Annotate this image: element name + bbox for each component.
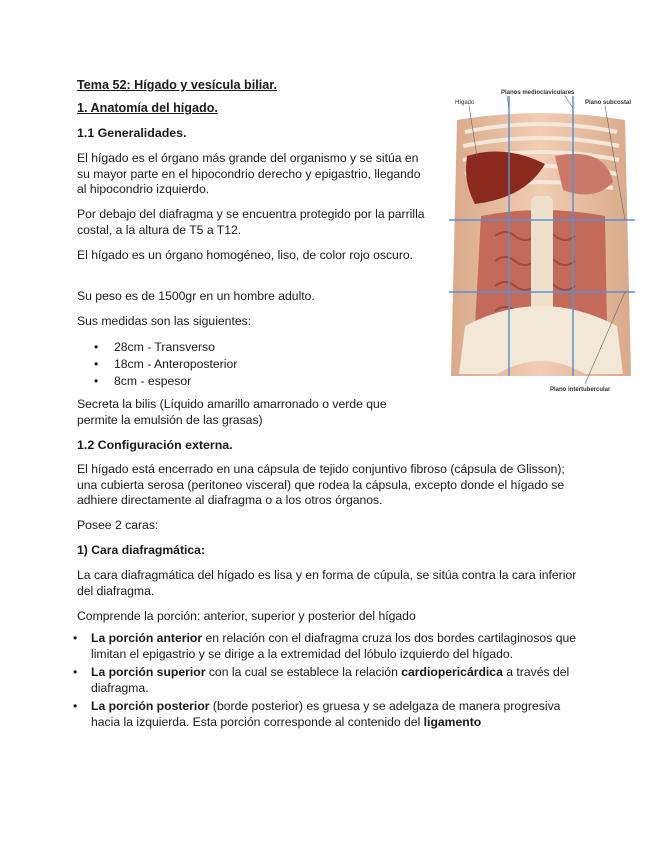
document-title: Tema 52: Hígado y vesícula biliar.	[77, 78, 277, 92]
portion-text-2: a través del diafragma.	[91, 665, 570, 695]
paragraph-faces: Posee 2 caras:	[77, 518, 159, 532]
paragraph-bile: Secreta la bilis (Líquido amarillo amarronado o verde que permite la emulsión de las grasas)	[77, 397, 387, 427]
paragraph-diaphragm: Por debajo del diafragma y se encuentra protegido por la parrilla costal, a la altura de T5 a T12.	[77, 207, 425, 237]
figure-label-midclavicular: Planos medioclaviculares	[501, 90, 575, 96]
paragraph-color: El hígado es un órgano homogéneo, liso, de color rojo oscuro.	[77, 248, 414, 262]
paragraph-location: El hígado es el órgano más grande del organismo y se sitúa en su mayor parte en el hipocondrio derecho y epigastrio, llegando al hipocondrio izquierdo.	[77, 151, 421, 196]
paragraph-capsule: El hígado está encerrado en una cápsula de tejido conjuntivo fibroso (cápsula de Glisson); una cubierta serosa (peritoneo visceral) que rodea la cápsula, excepto donde el hígado se adhiere directamente al diafragma o a los otros órganos.	[77, 462, 565, 507]
abdominal-planes-figure	[445, 86, 637, 396]
figure-label-liver: Hígado	[455, 100, 475, 106]
portion-term: La porción anterior	[91, 631, 203, 645]
list-item: • 18cm - Anteroposterior	[77, 356, 237, 373]
portion-term: La porción superior	[91, 665, 206, 679]
portion-text: (borde posterior) es gruesa y se adelgaza de manera progresiva hacia la izquierda. Esta porción corresponde al contenido del	[91, 699, 561, 729]
paragraph-weight: Su peso es de 1500gr en un hombre adulto.	[77, 289, 315, 303]
paragraph-diaphragmatic-face: La cara diafragmática del hígado es lisa y en forma de cúpula, se sitúa contra la cara inferior del diafragma.	[77, 568, 577, 598]
figure-label-subcostal: Plano subcostal	[585, 100, 632, 106]
list-item: • 8cm - espesor	[77, 373, 237, 390]
portion-term-2: ligamento	[423, 714, 482, 729]
paragraph-measures-intro: Sus medidas son las siguientes:	[77, 314, 252, 328]
list-item: • 28cm - Transverso	[77, 339, 237, 356]
list-item	[77, 699, 587, 730]
portions-list	[77, 631, 587, 733]
portion-term-2: cardiopericárdica	[401, 665, 503, 679]
paragraph-portions: Comprende la porción: anterior, superior y posterior del hígado	[77, 609, 416, 623]
portion-text: en relación con el diafragma cruza los dos bordes cartilaginosos que limitan el epigastrio y se dirige a la extremidad del lóbulo izquierdo del hígado.	[91, 631, 577, 661]
section-heading-anatomy: 1. Anatomía del hígado.	[77, 101, 218, 115]
list-item	[77, 665, 587, 696]
figure-label-intertubercular: Plano intertubercular	[550, 387, 611, 393]
subsection-heading-external: 1.2 Configuración externa.	[77, 438, 233, 452]
portion-term: La porción posterior	[91, 699, 210, 713]
measures-list	[77, 339, 237, 390]
portion-text: con la cual se establece la relación	[205, 665, 402, 679]
heading-diaphragmatic-face: 1) Cara diafragmática:	[77, 543, 206, 557]
subsection-heading-generalities: 1.1 Generalidades.	[77, 126, 187, 140]
list-item	[77, 631, 587, 662]
